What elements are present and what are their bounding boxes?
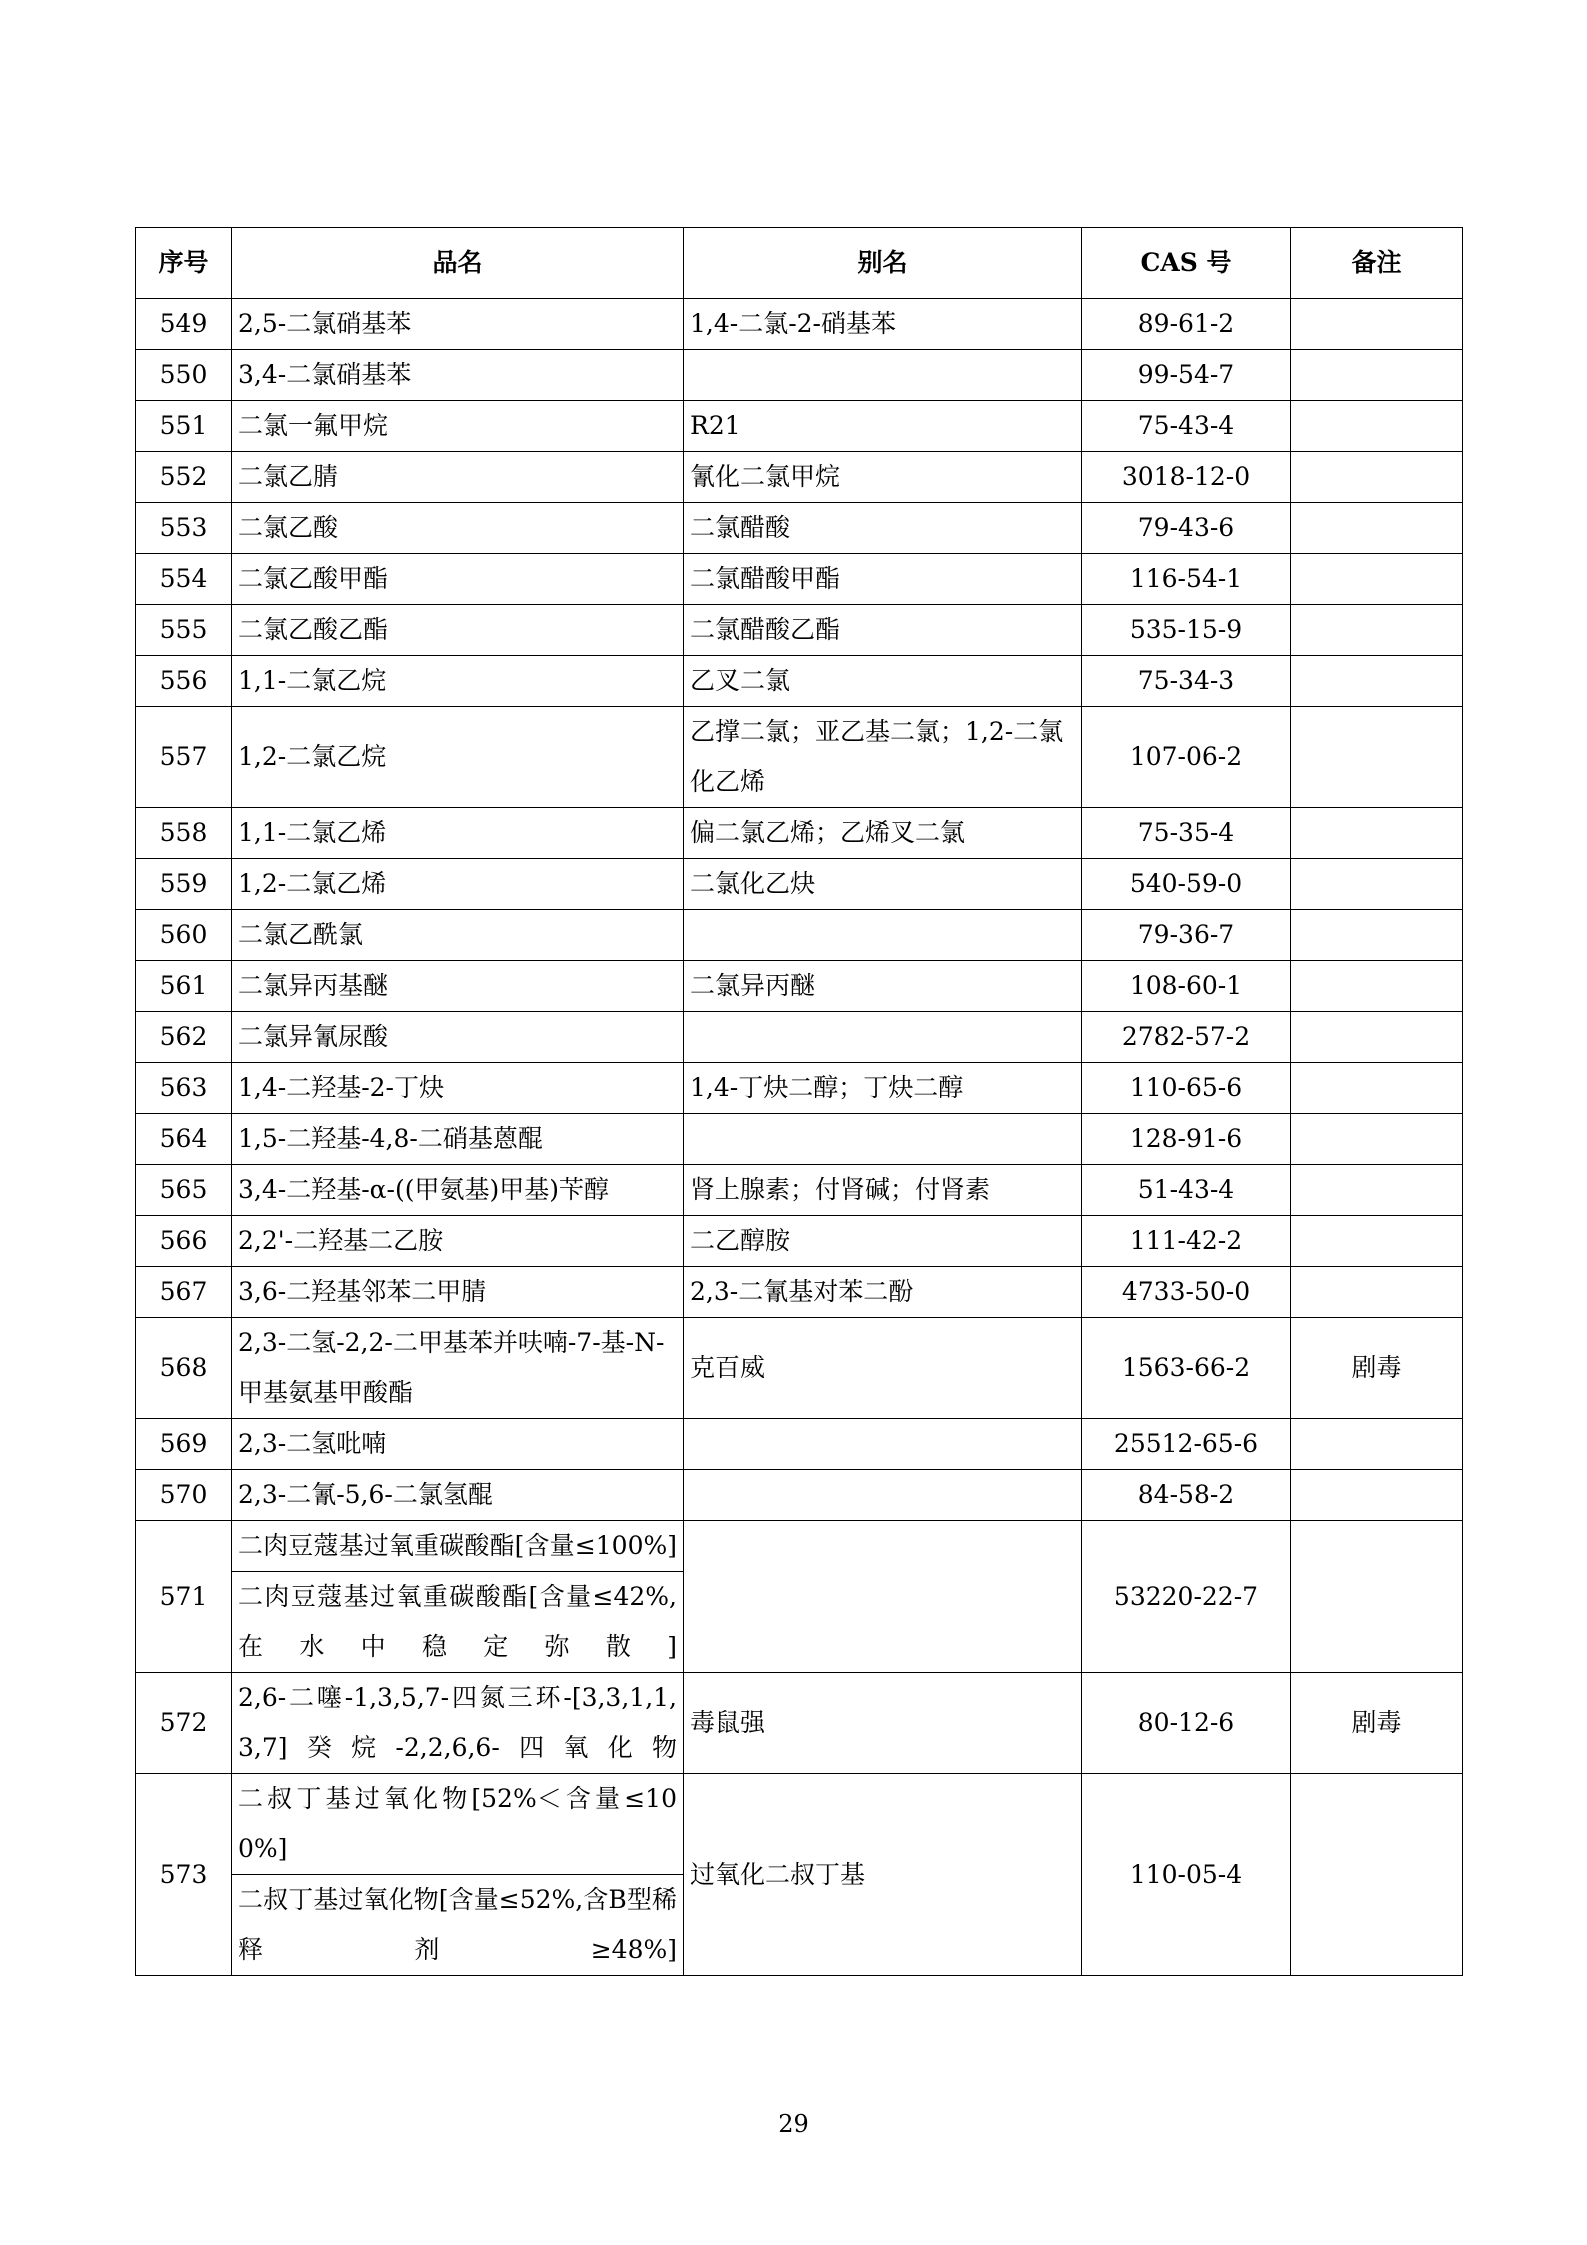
- table-row: [136, 859, 1463, 910]
- cell-alias: 肾上腺素；付肾碱；付肾素: [684, 1165, 1082, 1216]
- cell-alias: 过氧化二叔丁基: [684, 1774, 1082, 1976]
- cell-name: 二肉豆蔻基过氧重碳酸酯[含量≤42%,在水中稳定弥散]: [232, 1572, 684, 1673]
- cell-remark: [1291, 910, 1463, 961]
- header-no: 序号: [136, 228, 232, 299]
- cell-remark: [1291, 605, 1463, 656]
- cell-remark: [1291, 1012, 1463, 1063]
- cell-name: 1,2-二氯乙烯: [232, 859, 684, 910]
- cell-no: 561: [136, 961, 232, 1012]
- cell-no: 557: [136, 707, 232, 808]
- table-row: [136, 605, 1463, 656]
- cell-alias: 二氯醋酸: [684, 503, 1082, 554]
- cell-alias: [684, 350, 1082, 401]
- table-row: [136, 1470, 1463, 1521]
- cell-cas: 1563-66-2: [1082, 1318, 1291, 1419]
- cell-cas: 107-06-2: [1082, 707, 1291, 808]
- cell-cas: 89-61-2: [1082, 299, 1291, 350]
- cell-alias: 二氯化乙炔: [684, 859, 1082, 910]
- cell-alias: [684, 1521, 1082, 1673]
- table-row: [136, 1114, 1463, 1165]
- cell-cas: 84-58-2: [1082, 1470, 1291, 1521]
- cell-alias: 2,3-二氰基对苯二酚: [684, 1267, 1082, 1318]
- cell-remark: [1291, 299, 1463, 350]
- cell-cas: 25512-65-6: [1082, 1419, 1291, 1470]
- cell-remark: [1291, 656, 1463, 707]
- cell-alias: 偏二氯乙烯；乙烯叉二氯: [684, 808, 1082, 859]
- cell-name: 1,1-二氯乙烯: [232, 808, 684, 859]
- cell-remark: [1291, 401, 1463, 452]
- cell-no: 566: [136, 1216, 232, 1267]
- cell-no: 549: [136, 299, 232, 350]
- cell-cas: 99-54-7: [1082, 350, 1291, 401]
- cell-remark: [1291, 961, 1463, 1012]
- cell-remark: [1291, 1267, 1463, 1318]
- cell-alias: 乙撑二氯；亚乙基二氯；1,2-二氯化乙烯: [684, 707, 1082, 808]
- cell-no: 554: [136, 554, 232, 605]
- cell-alias: 二氯异丙醚: [684, 961, 1082, 1012]
- cell-remark: [1291, 1165, 1463, 1216]
- table-row: [136, 1165, 1463, 1216]
- cell-name: 1,2-二氯乙烷: [232, 707, 684, 808]
- cell-cas: 75-35-4: [1082, 808, 1291, 859]
- cell-no: 552: [136, 452, 232, 503]
- cell-no: 569: [136, 1419, 232, 1470]
- cell-remark: [1291, 1774, 1463, 1976]
- cell-cas: 80-12-6: [1082, 1673, 1291, 1774]
- cell-remark: [1291, 859, 1463, 910]
- cell-name: 二氯乙腈: [232, 452, 684, 503]
- cell-remark: 剧毒: [1291, 1318, 1463, 1419]
- cell-name: 2,5-二氯硝基苯: [232, 299, 684, 350]
- cell-name: 二氯乙酰氯: [232, 910, 684, 961]
- table-row: [136, 1521, 1463, 1572]
- cell-name: 二肉豆蔻基过氧重碳酸酯[含量≤100%]: [232, 1521, 684, 1572]
- cell-name: 3,4-二羟基-α-((甲氨基)甲基)苄醇: [232, 1165, 684, 1216]
- cell-remark: [1291, 1521, 1463, 1673]
- cell-remark: [1291, 503, 1463, 554]
- cell-name: 2,2'-二羟基二乙胺: [232, 1216, 684, 1267]
- cell-cas: 540-59-0: [1082, 859, 1291, 910]
- cell-name: 二氯乙酸乙酯: [232, 605, 684, 656]
- table-row: [136, 452, 1463, 503]
- cell-remark: [1291, 452, 1463, 503]
- cell-remark: [1291, 1419, 1463, 1470]
- cell-alias: 克百威: [684, 1318, 1082, 1419]
- table-row: [136, 910, 1463, 961]
- cell-name: 2,6-二噻-1,3,5,7-四氮三环-[3,3,1,1,3,7]癸烷-2,2,6,6-四氧化物: [232, 1673, 684, 1774]
- cell-name: 二氯异丙基醚: [232, 961, 684, 1012]
- cell-cas: 2782-57-2: [1082, 1012, 1291, 1063]
- cell-remark: [1291, 1114, 1463, 1165]
- cell-cas: 51-43-4: [1082, 1165, 1291, 1216]
- chemical-list-table: [135, 227, 1463, 1976]
- table-row: [136, 1063, 1463, 1114]
- cell-name: 二氯乙酸: [232, 503, 684, 554]
- cell-cas: 75-43-4: [1082, 401, 1291, 452]
- cell-no: 565: [136, 1165, 232, 1216]
- cell-name: 3,6-二羟基邻苯二甲腈: [232, 1267, 684, 1318]
- cell-name: 二氯乙酸甲酯: [232, 554, 684, 605]
- cell-alias: [684, 1470, 1082, 1521]
- cell-remark: [1291, 808, 1463, 859]
- cell-no: 568: [136, 1318, 232, 1419]
- cell-cas: 4733-50-0: [1082, 1267, 1291, 1318]
- cell-alias: [684, 1419, 1082, 1470]
- table-row: [136, 707, 1463, 808]
- table-row: [136, 1774, 1463, 1875]
- table-row: [136, 1216, 1463, 1267]
- cell-name: 1,4-二羟基-2-丁炔: [232, 1063, 684, 1114]
- cell-no: 559: [136, 859, 232, 910]
- table-row: [136, 961, 1463, 1012]
- cell-cas: 110-65-6: [1082, 1063, 1291, 1114]
- table-row: [136, 808, 1463, 859]
- table-row: [136, 1267, 1463, 1318]
- table-body: [136, 299, 1463, 1976]
- cell-no: 556: [136, 656, 232, 707]
- cell-cas: 111-42-2: [1082, 1216, 1291, 1267]
- header-row: [136, 228, 1463, 299]
- cell-alias: 氰化二氯甲烷: [684, 452, 1082, 503]
- cell-cas: 53220-22-7: [1082, 1521, 1291, 1673]
- cell-cas: 116-54-1: [1082, 554, 1291, 605]
- cell-alias: [684, 1012, 1082, 1063]
- cell-no: 572: [136, 1673, 232, 1774]
- cell-cas: 3018-12-0: [1082, 452, 1291, 503]
- cell-remark: [1291, 1216, 1463, 1267]
- cell-remark: 剧毒: [1291, 1673, 1463, 1774]
- cell-alias: [684, 910, 1082, 961]
- cell-alias: R21: [684, 401, 1082, 452]
- cell-alias: 二氯醋酸甲酯: [684, 554, 1082, 605]
- table-row: [136, 299, 1463, 350]
- cell-name: 2,3-二氢-2,2-二甲基苯并呋喃-7-基-N-甲基氨基甲酸酯: [232, 1318, 684, 1419]
- cell-remark: [1291, 1470, 1463, 1521]
- table-row: [136, 1419, 1463, 1470]
- cell-name: 二氯一氟甲烷: [232, 401, 684, 452]
- header-remark: 备注: [1291, 228, 1463, 299]
- cell-name: 1,5-二羟基-4,8-二硝基蒽醌: [232, 1114, 684, 1165]
- cell-name: 2,3-二氰-5,6-二氯氢醌: [232, 1470, 684, 1521]
- cell-no: 570: [136, 1470, 232, 1521]
- cell-alias: 1,4-二氯-2-硝基苯: [684, 299, 1082, 350]
- table-row: [136, 1673, 1463, 1774]
- cell-no: 564: [136, 1114, 232, 1165]
- cell-no: 551: [136, 401, 232, 452]
- cell-remark: [1291, 350, 1463, 401]
- cell-no: 555: [136, 605, 232, 656]
- cell-cas: 79-36-7: [1082, 910, 1291, 961]
- cell-cas: 110-05-4: [1082, 1774, 1291, 1976]
- table-row: [136, 1318, 1463, 1419]
- cell-cas: 79-43-6: [1082, 503, 1291, 554]
- cell-no: 563: [136, 1063, 232, 1114]
- cell-cas: 128-91-6: [1082, 1114, 1291, 1165]
- cell-name: 3,4-二氯硝基苯: [232, 350, 684, 401]
- cell-no: 567: [136, 1267, 232, 1318]
- cell-no: 573: [136, 1774, 232, 1976]
- cell-alias: 乙叉二氯: [684, 656, 1082, 707]
- cell-name: 1,1-二氯乙烷: [232, 656, 684, 707]
- cell-name: 二叔丁基过氧化物[52%＜含量≤100%]: [232, 1774, 684, 1875]
- header-name: 品名: [232, 228, 684, 299]
- cell-no: 558: [136, 808, 232, 859]
- cell-alias: [684, 1114, 1082, 1165]
- cell-no: 550: [136, 350, 232, 401]
- cell-name: 2,3-二氢吡喃: [232, 1419, 684, 1470]
- table-row: [136, 656, 1463, 707]
- cell-remark: [1291, 554, 1463, 605]
- cell-cas: 108-60-1: [1082, 961, 1291, 1012]
- table-row: [136, 554, 1463, 605]
- cell-remark: [1291, 1063, 1463, 1114]
- cell-no: 553: [136, 503, 232, 554]
- table-row: [136, 1012, 1463, 1063]
- cell-alias: 毒鼠强: [684, 1673, 1082, 1774]
- table-row: [136, 350, 1463, 401]
- cell-no: 562: [136, 1012, 232, 1063]
- cell-alias: 1,4-丁炔二醇；丁炔二醇: [684, 1063, 1082, 1114]
- cell-cas: 535-15-9: [1082, 605, 1291, 656]
- cell-no: 560: [136, 910, 232, 961]
- cell-name: 二叔丁基过氧化物[含量≤52%,含B型稀释剂≥48%]: [232, 1875, 684, 1976]
- table-row: [136, 503, 1463, 554]
- cell-cas: 75-34-3: [1082, 656, 1291, 707]
- header-cas: CAS 号: [1082, 228, 1291, 299]
- page-number: 29: [778, 2110, 809, 2138]
- cell-alias: 二氯醋酸乙酯: [684, 605, 1082, 656]
- cell-remark: [1291, 707, 1463, 808]
- cell-name: 二氯异氰尿酸: [232, 1012, 684, 1063]
- cell-alias: 二乙醇胺: [684, 1216, 1082, 1267]
- cell-no: 571: [136, 1521, 232, 1673]
- header-alias: 别名: [684, 228, 1082, 299]
- table-row: [136, 401, 1463, 452]
